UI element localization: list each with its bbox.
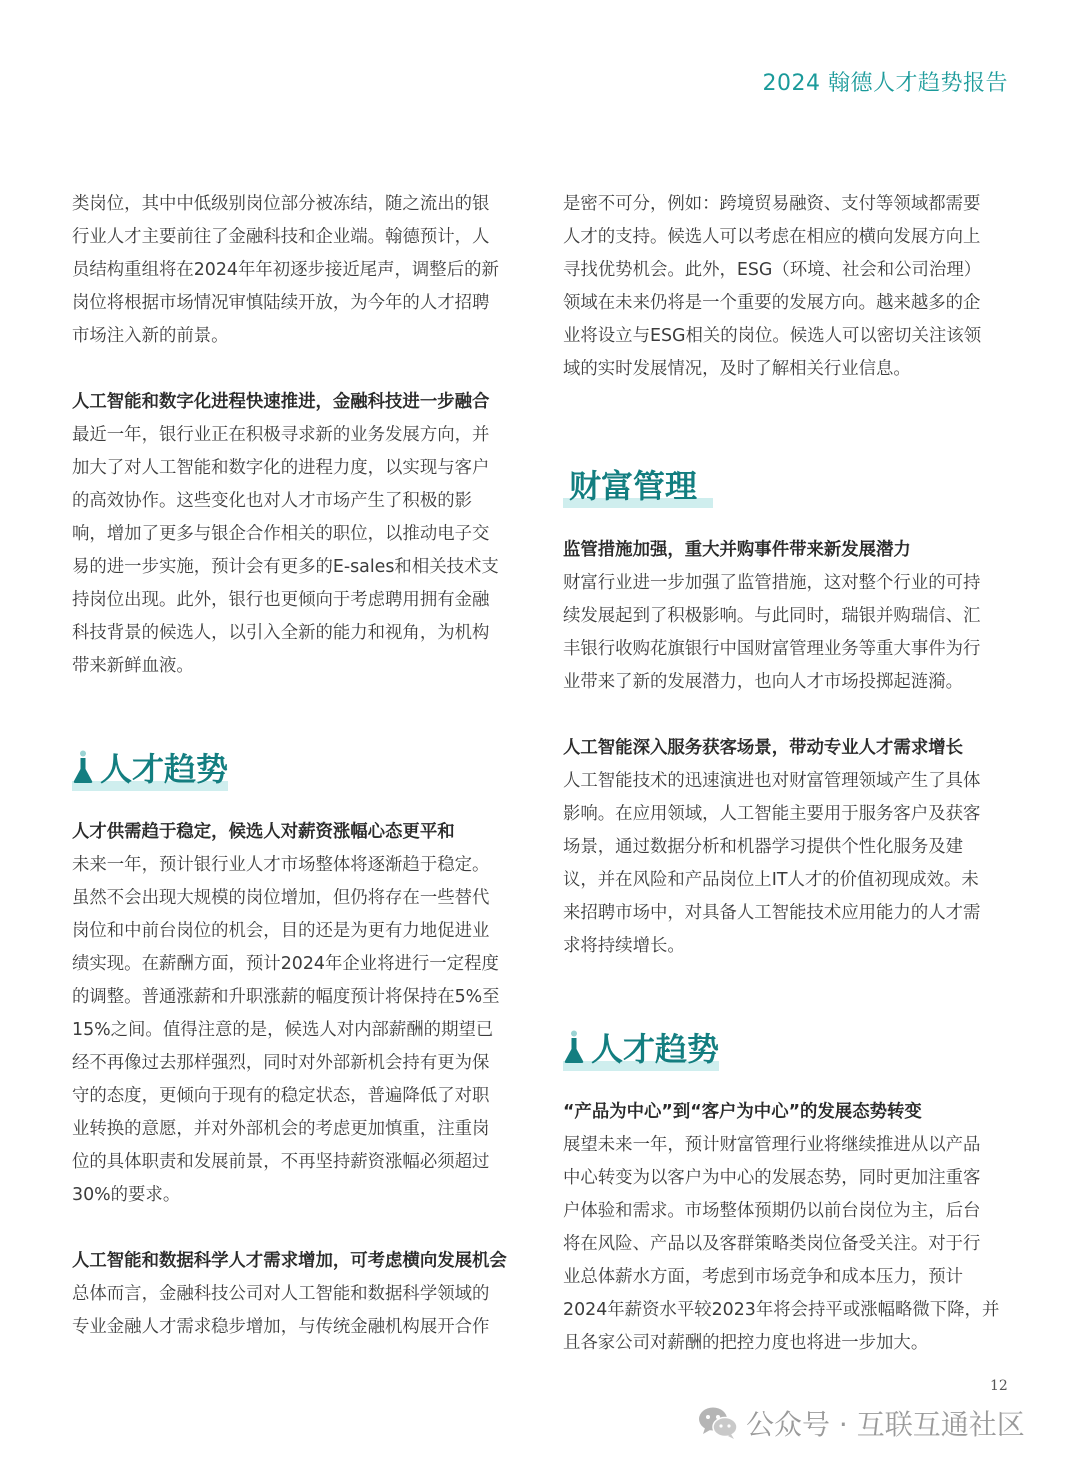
text-line: 守的态度，更倾向于现有的稳定状态，普遍降低了对职 bbox=[72, 1086, 490, 1106]
flask-icon bbox=[72, 750, 94, 784]
text-line: 位的具体职责和发展前景，不再坚持薪资涨幅必须超过 bbox=[72, 1152, 490, 1172]
subheading-regulation: 监管措施加强，重大并购事件带来新发展潜力 bbox=[563, 540, 911, 560]
text-line: 行业人才主要前往了金融科技和企业端。翰德预计，人 bbox=[72, 227, 490, 247]
text-line: 业转换的意愿，并对外部机会的考虑更加慎重，注重岗 bbox=[72, 1119, 490, 1139]
text-line: 领域在未来仍将是一个重要的发展方向。越来越多的企 bbox=[563, 293, 981, 313]
ai-services-paragraph bbox=[563, 765, 1011, 963]
text-line: 场景，通过数据分析和机器学习提供个性化服务及建 bbox=[563, 837, 963, 857]
section-title-wealth-management bbox=[563, 456, 1011, 512]
text-line: 30%的要求。 bbox=[72, 1185, 181, 1205]
text-line: 展望未来一年，预计财富管理行业将继续推进从以产品 bbox=[563, 1135, 981, 1155]
supply-demand-paragraph bbox=[72, 849, 520, 1212]
data-science-paragraph bbox=[72, 1278, 520, 1344]
section-title-talent-trends bbox=[72, 739, 520, 795]
text-line: 中心转变为以客户为中心的发展态势，同时更加注重客 bbox=[563, 1168, 981, 1188]
page-number: 12 bbox=[990, 1378, 1008, 1394]
text-line: 户体验和需求。市场整体预期仍以前台岗位为主，后台 bbox=[563, 1201, 981, 1221]
text-line: 响，增加了更多与银企合作相关的职位，以推动电子交 bbox=[72, 524, 490, 544]
text-line: 总体而言，金融科技公司对人工智能和数据科学领域的 bbox=[72, 1284, 490, 1304]
text-line: 虽然不会出现大规模的岗位增加，但仍将存在一些替代 bbox=[72, 888, 490, 908]
text-line: 15%之间。值得注意的是，候选人对内部薪酬的期望已 bbox=[72, 1020, 494, 1040]
text-line: 市场注入新的前景。 bbox=[72, 326, 229, 346]
text-line: 的调整。普通涨薪和升职涨薪的幅度预计将保持在5%至 bbox=[72, 987, 500, 1007]
text-line: 岗位和中前台岗位的机会，目的还是为更有力地促进业 bbox=[72, 921, 490, 941]
text-line: 财富行业进一步加强了监管措施，这对整个行业的可持 bbox=[563, 573, 981, 593]
right-column bbox=[563, 188, 1011, 1360]
text-line: 丰银行收购花旗银行中国财富管理业务等重大事件为行 bbox=[563, 639, 981, 659]
subheading-customer-centric: “产品为中心”到“客户为中心”的发展态势转变 bbox=[563, 1102, 922, 1122]
flask-icon bbox=[563, 1030, 585, 1064]
text-line: 类岗位，其中中低级别岗位部分被冻结，随之流出的银 bbox=[72, 194, 490, 214]
text-line: 域的实时发展情况，及时了解相关行业信息。 bbox=[563, 359, 911, 379]
text-line: 来招聘市场中，对具备人工智能技术应用能力的人才需 bbox=[563, 903, 981, 923]
section-title-text: 人才趋势 bbox=[591, 1030, 720, 1068]
text-line: 易的进一步实施，预计会有更多的E-sales和相关技术支 bbox=[72, 557, 499, 577]
text-line: 加大了对人工智能和数字化的进程力度，以实现与客户 bbox=[72, 458, 490, 478]
left-column bbox=[72, 188, 520, 1344]
customer-centric-paragraph bbox=[563, 1129, 1011, 1360]
wechat-icon bbox=[698, 1406, 738, 1440]
text-line: 2024年薪资水平较2023年将会持平或涨幅略微下降，并 bbox=[563, 1300, 1000, 1320]
text-line: 议，并在风险和产品岗位上IT人才的价值初现成效。未 bbox=[563, 870, 979, 890]
regulation-paragraph bbox=[563, 567, 1011, 699]
section-title-text: 财富管理 bbox=[569, 467, 698, 505]
text-line: 业将设立与ESG相关的岗位。候选人可以密切关注该领 bbox=[563, 326, 982, 346]
text-line: 的高效协作。这些变化也对人才市场产生了积极的影 bbox=[72, 491, 472, 511]
report-title: 2024 翰德人才趋势报告 bbox=[762, 71, 1008, 96]
text-line: 人工智能技术的迅速演进也对财富管理领域产生了具体 bbox=[563, 771, 981, 791]
subheading-ai-digital: 人工智能和数字化进程快速推进，金融科技进一步融合 bbox=[72, 392, 490, 412]
text-line: 将在风险、产品以及客群策略类岗位备受关注。对于行 bbox=[563, 1234, 981, 1254]
watermark-text: 公众号 · 互联互通社区 bbox=[746, 1408, 1025, 1441]
text-line: 人才的支持。候选人可以考虑在相应的横向发展方向上 bbox=[563, 227, 981, 247]
text-line: 业总体薪水方面，考虑到市场竞争和成本压力，预计 bbox=[563, 1267, 963, 1287]
text-line: 未来一年，预计银行业人才市场整体将逐渐趋于稳定。 bbox=[72, 855, 490, 875]
subheading-ai-services: 人工智能深入服务获客场景，带动专业人才需求增长 bbox=[563, 738, 963, 758]
text-line: 且各家公司对薪酬的把控力度也将进一步加大。 bbox=[563, 1333, 929, 1353]
ai-digital-paragraph bbox=[72, 419, 520, 683]
text-line: 带来新鲜血液。 bbox=[72, 656, 194, 676]
text-line: 求将持续增长。 bbox=[563, 936, 685, 956]
text-line: 绩实现。在薪酬方面，预计2024年企业将进行一定程度 bbox=[72, 954, 499, 974]
text-line: 经不再像过去那样强烈，同时对外部新机会持有更为保 bbox=[72, 1053, 490, 1073]
text-line: 专业金融人才需求稳步增加，与传统金融机构展开合作 bbox=[72, 1317, 490, 1337]
section-title-text: 人才趋势 bbox=[100, 750, 229, 788]
continued-paragraph bbox=[563, 188, 1011, 386]
section-title-talent-trends-2 bbox=[563, 1019, 1011, 1075]
text-line: 寻找优势机会。此外，ESG（环境、社会和公司治理） bbox=[563, 260, 982, 280]
text-line: 科技背景的候选人，以引入全新的能力和视角，为机构 bbox=[72, 623, 490, 643]
text-line: 影响。在应用领域，人工智能主要用于服务客户及获客 bbox=[563, 804, 981, 824]
subheading-supply-demand: 人才供需趋于稳定，候选人对薪资涨幅心态更平和 bbox=[72, 822, 455, 842]
text-line: 员结构重组将在2024年年初逐步接近尾声，调整后的新 bbox=[72, 260, 499, 280]
text-line: 是密不可分，例如：跨境贸易融资、支付等领域都需要 bbox=[563, 194, 981, 214]
text-line: 最近一年，银行业正在积极寻求新的业务发展方向，并 bbox=[72, 425, 490, 445]
text-line: 持岗位出现。此外，银行也更倾向于考虑聘用拥有金融 bbox=[72, 590, 490, 610]
text-line: 业带来了新的发展潜力，也向人才市场投掷起涟漪。 bbox=[563, 672, 963, 692]
text-line: 续发展起到了积极影响。与此同时，瑞银并购瑞信、汇 bbox=[563, 606, 981, 626]
text-line: 岗位将根据市场情况审慎陆续开放，为今年的人才招聘 bbox=[72, 293, 490, 313]
watermark bbox=[698, 1402, 1025, 1444]
intro-paragraph bbox=[72, 188, 520, 353]
subheading-data-science: 人工智能和数据科学人才需求增加，可考虑横向发展机会 bbox=[72, 1251, 507, 1271]
